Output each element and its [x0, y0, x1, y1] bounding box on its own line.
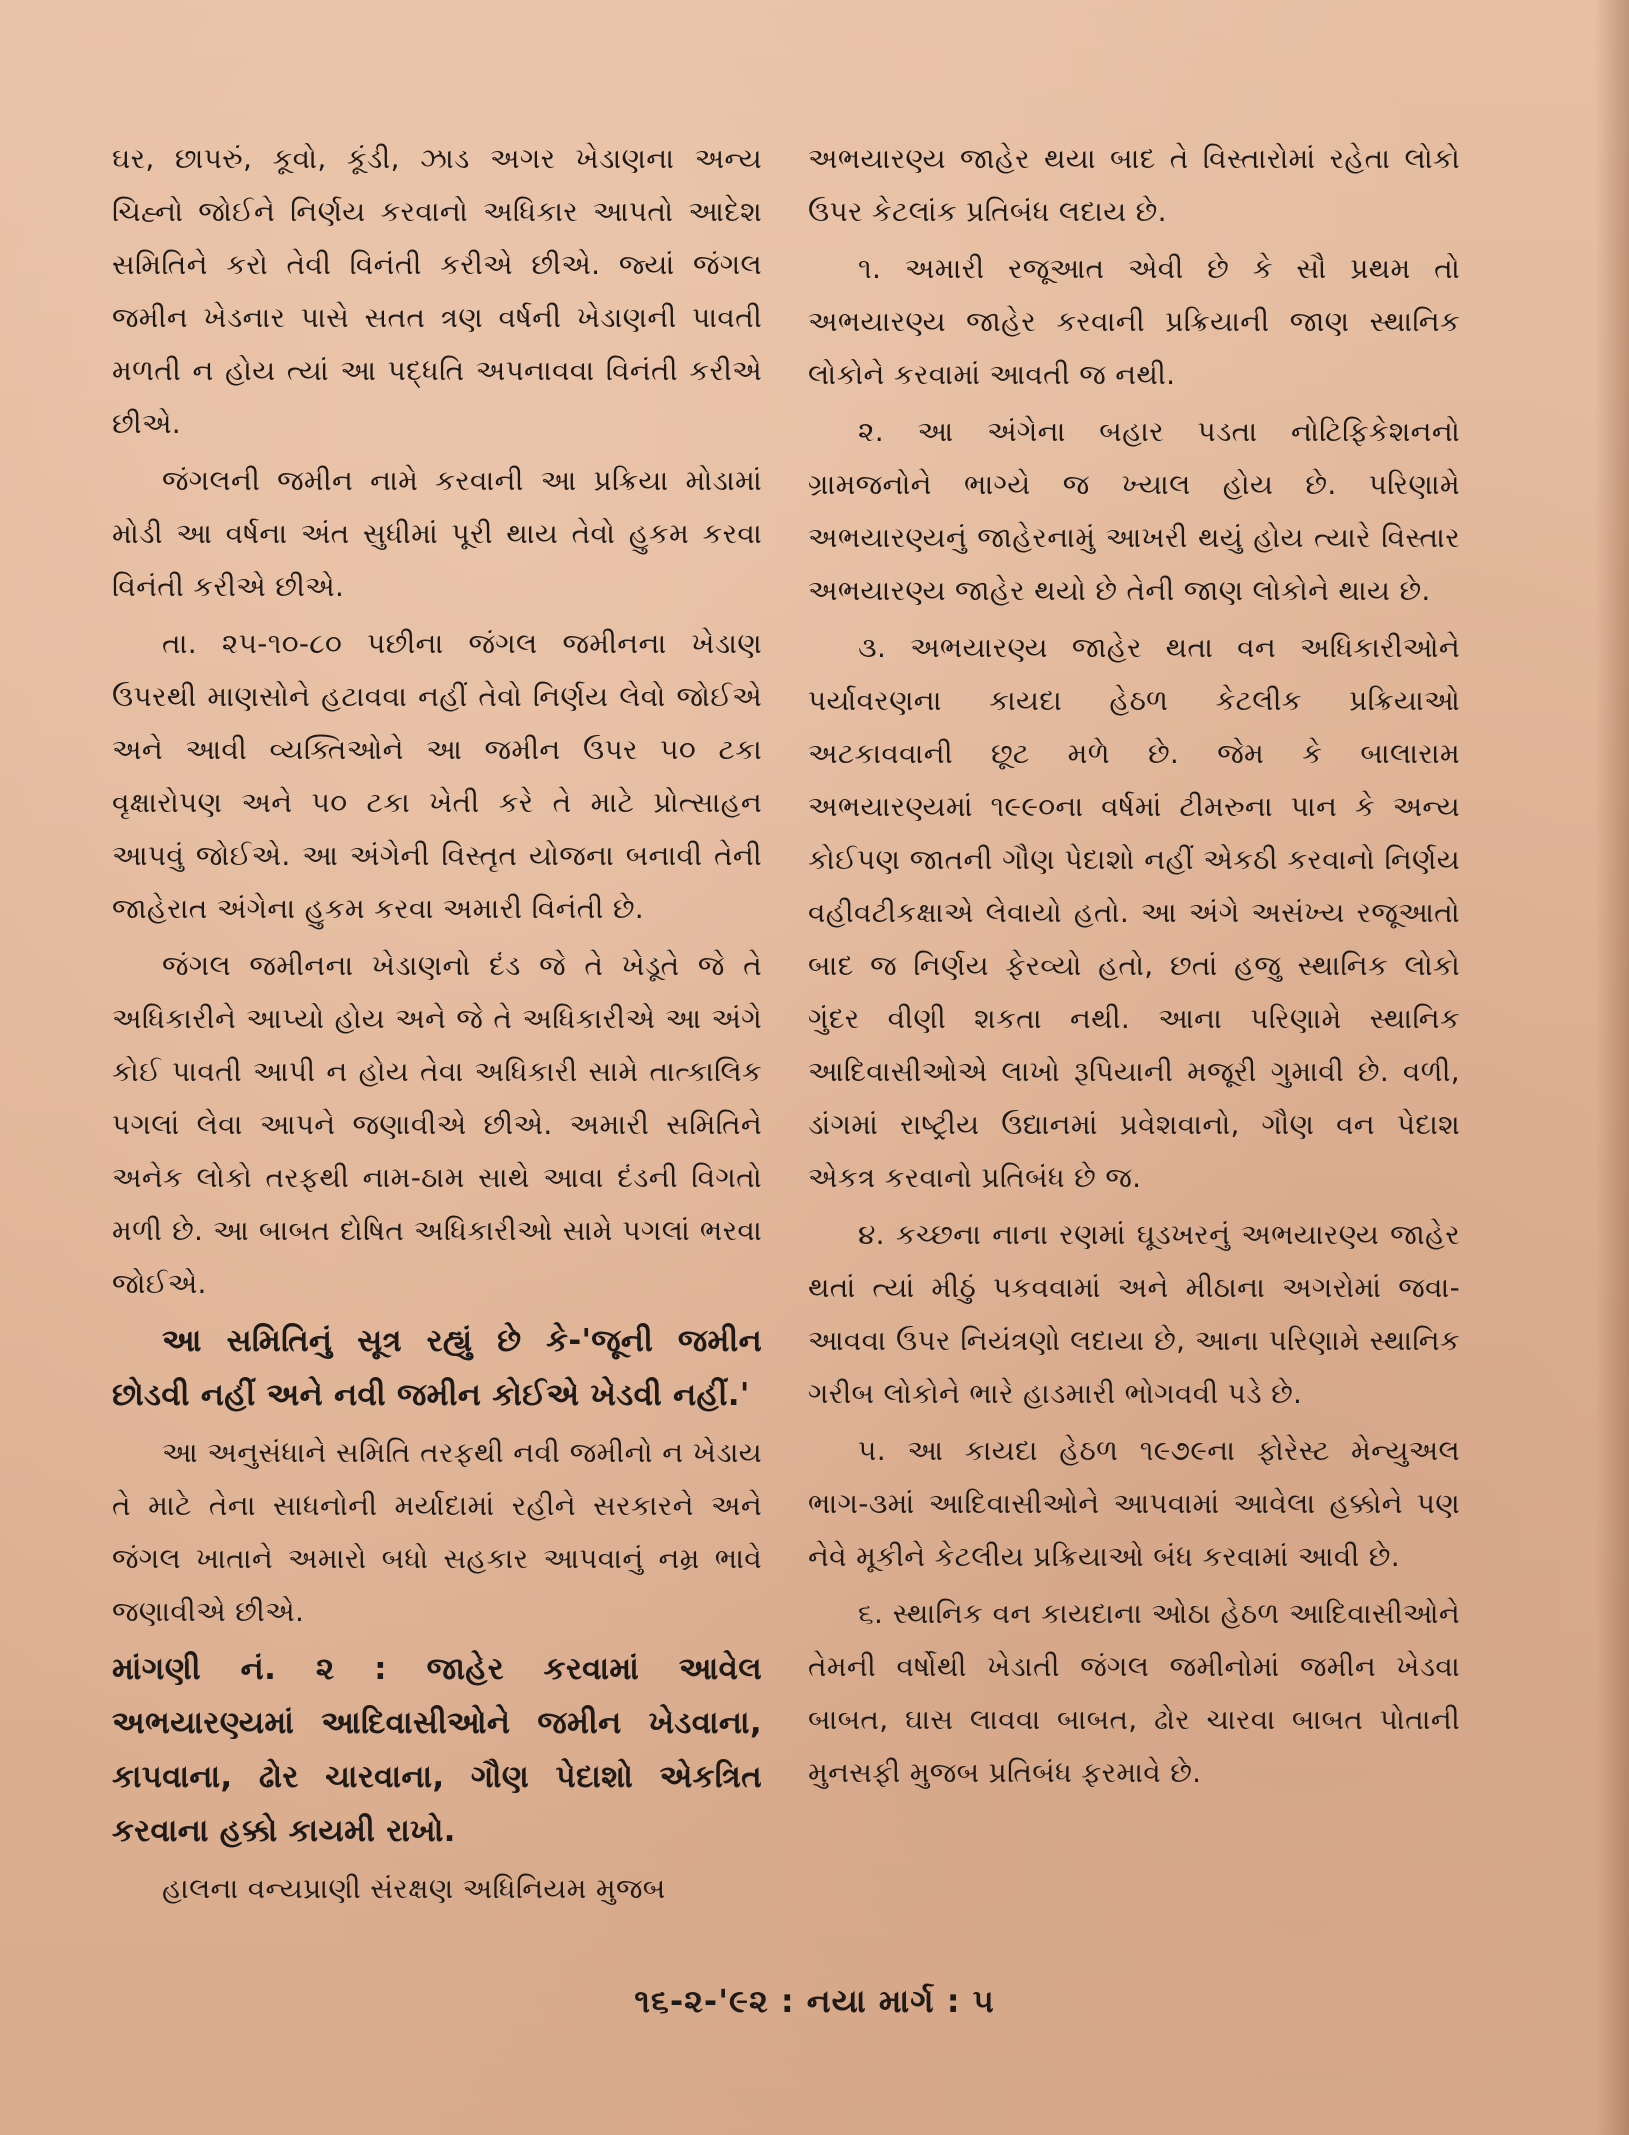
page-edge-shadow: [1595, 0, 1629, 2135]
right-point-5: ૫. આ કાયદા હેઠળ ૧૯૭૯ના ફોરેસ્ટ મેન્યુઅલ ભાગ-૩માં આદિવાસીઓને આપવામાં આવેલા હક્કોને પણ નેવે મૂકીને કેટલીય પ્રક્રિયાઓ બંધ કરવામાં આવી છે.: [808, 1434, 1460, 1573]
left-paragraph-1: ઘર, છાપરું, કૂવો, કૂંડી, ઝાડ અગર ખેડાણના અન્ય ચિહ્નો જોઈને નિર્ણય કરવાનો અધિકાર આપતો આદેશ સમિતિને કરો તેવી વિનંતી કરીએ છીએ. જ્યાં જંગલ જમીન ખેડનાર પાસે સતત ત્રણ વર્ષની ખેડાણની પાવતી મળતી ન હોય ત્યાં આ પદ્ધતિ અપનાવવા વિનંતી કરીએ છીએ.: [112, 142, 762, 440]
left-paragraph-8: હાલના વન્યપ્રાણી સંરક્ષણ અધિનિયમ મુજબ: [162, 1872, 666, 1905]
right-point-1: ૧. અમારી રજૂઆત એવી છે કે સૌ પ્રથમ તો અભયારણ્ય જાહેર કરવાની પ્રક્રિયાની જાણ સ્થાનિક લોકોને કરવામાં આવતી જ નથી.: [808, 252, 1460, 391]
right-point-2: ૨. આ અંગેના બહાર પડતા નોટિફિકેશનનો ગ્રામજનોને ભાગ્યે જ ખ્યાલ હોય છે. પરિણામે અભયારણ્યનું જાહેરનામું આખરી થયું હોય ત્યારે વિસ્તાર અભયારણ્ય જાહેર થયો છે તેની જાણ લોકોને થાય છે.: [808, 415, 1460, 607]
page-footer: ૧૬-૨-'૯૨ : નયા માર્ગ : ૫: [634, 1982, 995, 2020]
right-point-4: ૪. કચ્છના નાના રણમાં ઘૂડખરનું અભયારણ્ય જાહેર થતાં ત્યાં મીઠું પકવવામાં અને મીઠાના અગરોમાં જવા-આવવા ઉપર નિયંત્રણો લદાયા છે, આના પરિણામે સ્થાનિક ગરીબ લોકોને ભારે હાડમારી ભોગવવી પડે છે.: [808, 1218, 1460, 1410]
left-paragraph-2: જંગલની જમીન નામે કરવાની આ પ્રક્રિયા મોડામાં મોડી આ વર્ષના અંત સુધીમાં પૂરી થાય તેવો હુકમ કરવા વિનંતી કરીએ છીએ.: [112, 464, 762, 603]
left-column: [112, 132, 762, 1919]
left-paragraph-6: આ અનુસંધાને સમિતિ તરફથી નવી જમીનો ન ખેડાય તે માટે તેના સાધનોની મર્યાદામાં રહીને સરકારને અને જંગલ ખાતાને અમારો બધો સહકાર આપવાનું નમ્ર ભાવે જણાવીએ છીએ.: [112, 1436, 762, 1628]
right-column: [808, 132, 1460, 1803]
right-point-3: ૩. અભયારણ્ય જાહેર થતા વન અધિકારીઓને પર્યાવરણના કાયદા હેઠળ કેટલીક પ્રક્રિયાઓ અટકાવવાની છૂટ મળે છે. જેમ કે બાલારામ અભયારણ્યમાં ૧૯૯૦ના વર્ષમાં ટીમરુના પાન કે અન્ય કોઈપણ જાતની ગૌણ પેદાશો નહીં એકઠી કરવાનો નિર્ણય વહીવટીકક્ષાએ લેવાયો હતો. આ અંગે અસંખ્ય રજૂઆતો બાદ જ નિર્ણય ફેરવ્યો હતો, છતાં હજુ સ્થાનિક લોકો ગુંદર વીણી શકતા નથી. આના પરિણામે સ્થાનિક આદિવાસીઓએ લાખો રૂપિયાની મજૂરી ગુમાવી છે. વળી, ડાંગમાં રાષ્ટ્રીય ઉદ્યાનમાં પ્રવેશવાનો, ગૌણ વન પેદાશ એકત્ર કરવાનો પ્રતિબંધ છે જ.: [808, 631, 1460, 1194]
demand-2-heading: માંગણી નં. ૨ : જાહેર કરવામાં આવેલ અભયારણ્યમાં આદિવાસીઓને જમીન ખેડવાના, કાપવાના, ઢોર ચારવાના, ગૌણ પેદાશો એકત્રિત કરવાના હક્કો કાયમી રાખો.: [112, 1651, 762, 1849]
right-paragraph-1: અભયારણ્ય જાહેર થયા બાદ તે વિસ્તારોમાં રહેતા લોકો ઉપર કેટલાંક પ્રતિબંધ લદાય છે.: [808, 142, 1460, 228]
right-point-6: ૬. સ્થાનિક વન કાયદાના ઓઠા હેઠળ આદિવાસીઓને તેમની વર્ષોથી ખેડાતી જંગલ જમીનોમાં જમીન ખેડવા બાબત, ઘાસ લાવવા બાબત, ઢોર ચારવા બાબત પોતાની મુનસફી મુજબ પ્રતિબંધ ફરમાવે છે.: [808, 1597, 1460, 1789]
left-paragraph-4: જંગલ જમીનના ખેડાણનો દંડ જે તે ખેડૂતે જે તે અધિકારીને આપ્યો હોય અને જે તે અધિકારીએ આ અંગે કોઈ પાવતી આપી ન હોય તેવા અધિકારી સામે તાત્કાલિક પગલાં લેવા આપને જણાવીએ છીએ. અમારી સમિતિને અનેક લોકો તરફથી નામ-ઠામ સાથે આવા દંડની વિગતો મળી છે. આ બાબત દોષિત અધિકારીઓ સામે પગલાં ભરવા જોઈએ.: [112, 949, 762, 1300]
left-paragraph-3: તા. ૨૫-૧૦-૮૦ પછીના જંગલ જમીનના ખેડાણ ઉપરથી માણસોને હટાવવા નહીં તેવો નિર્ણય લેવો જોઈએ અને આવી વ્યક્તિઓને આ જમીન ઉપર ૫૦ ટકા વૃક્ષારોપણ અને ૫૦ ટકા ખેતી કરે તે માટે પ્રોત્સાહન આપવું જોઈએ. આ અંગેની વિસ્તૃત યોજના બનાવી તેની જાહેરાત અંગેના હુકમ કરવા અમારી વિનંતી છે.: [112, 627, 762, 925]
committee-slogan: આ સમિતિનું સૂત્ર રહ્યું છે કે-'જૂની જમીન છોડવી નહીં અને નવી જમીન કોઈએ ખેડવી નહીં.': [112, 1323, 762, 1413]
